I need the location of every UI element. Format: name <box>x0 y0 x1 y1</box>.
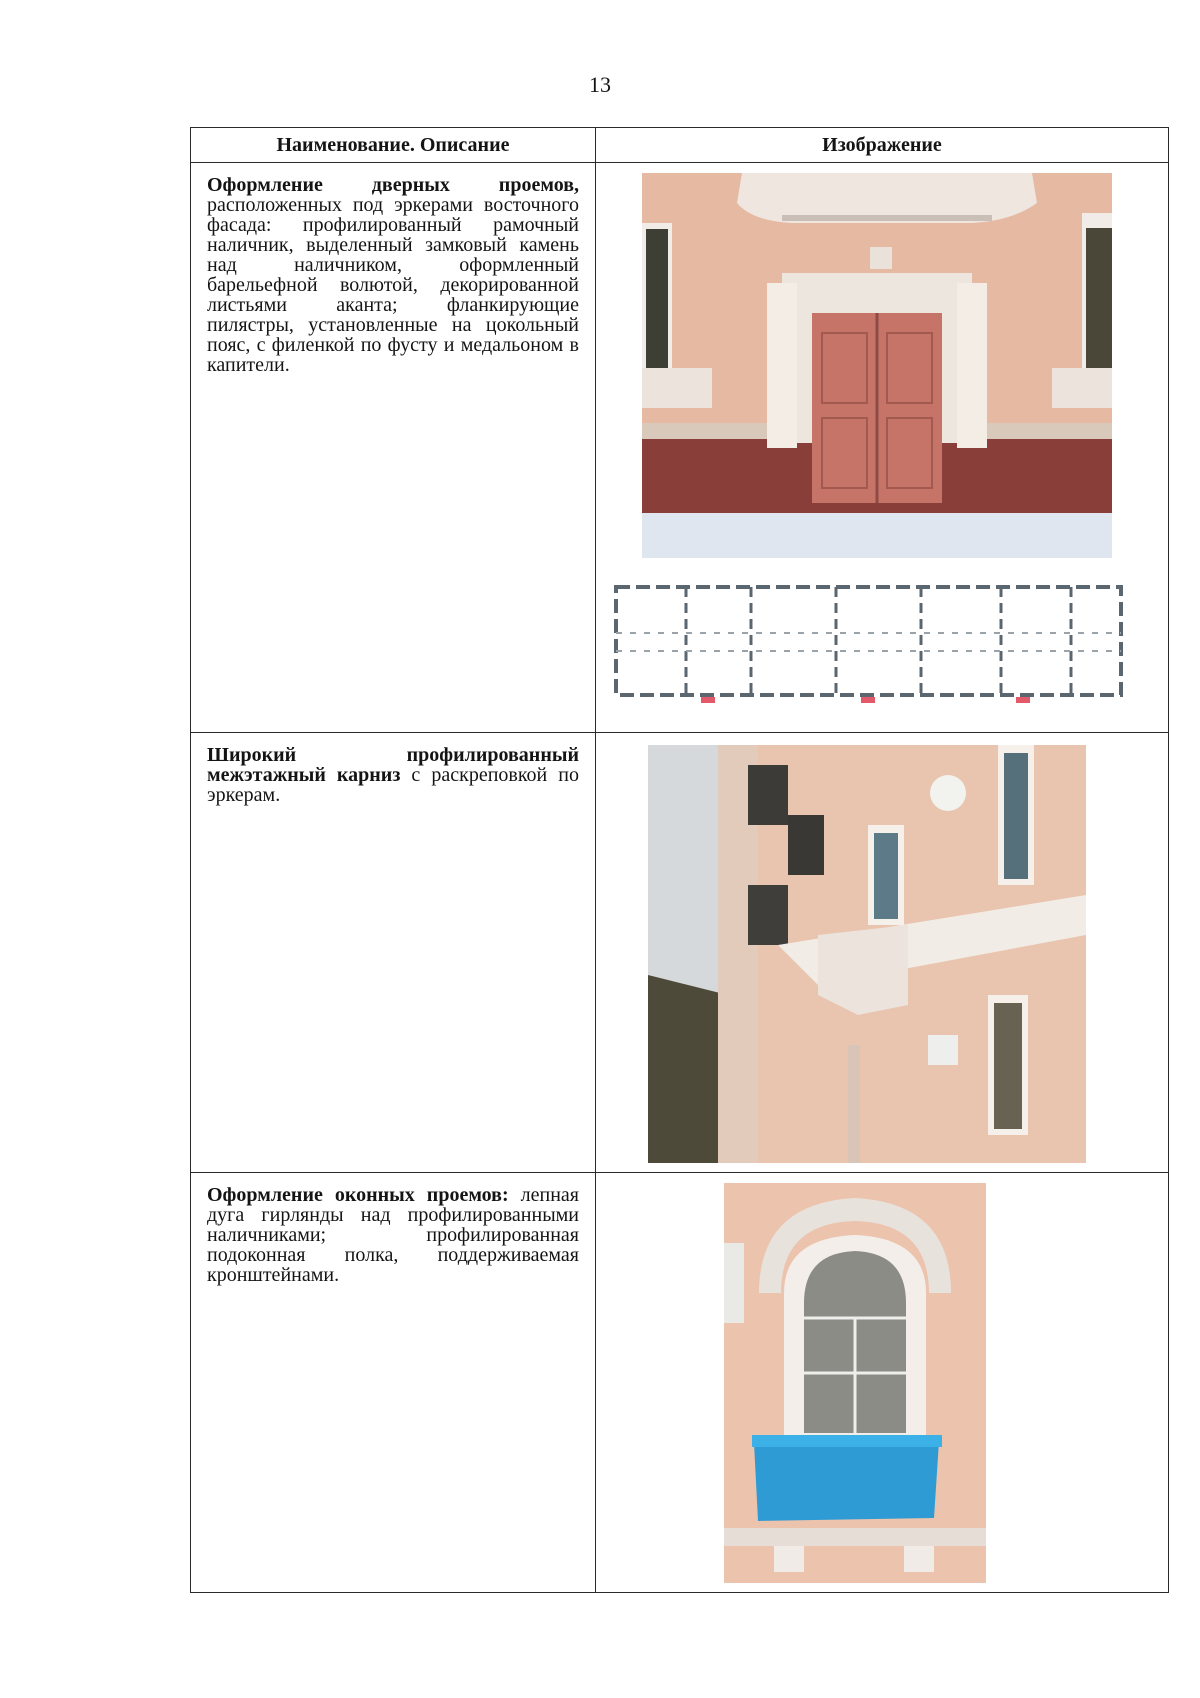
description-cell <box>191 1173 596 1593</box>
header-name: Наименование. Описание <box>191 128 596 163</box>
image-cell <box>596 733 1169 1173</box>
row-title: Оформление оконных проемов: <box>207 1184 509 1206</box>
description-cell <box>191 163 596 733</box>
window-photo <box>724 1183 986 1583</box>
row-title: Широкий профилированный межэтажный карниз <box>207 744 579 786</box>
table-row <box>191 1173 1169 1593</box>
doorway-photo <box>642 173 1112 558</box>
row-text: с раскреповкой по эркерам. <box>207 764 580 806</box>
table-row <box>191 163 1169 733</box>
table-row <box>191 733 1169 1173</box>
row-text: расположенных под эркерами восточного фасада: профилированный рамочный наличник, выделенный замковый камень над наличником, оформленный барельефной волютой, декорированной листьями аканта; фланкирующие пилястры, установленные на цокольный пояс, с филенкой по фусту и медальоном в капители. <box>207 194 579 376</box>
page-number: 13 <box>589 72 611 97</box>
image-cell <box>596 1173 1169 1593</box>
description-cell <box>191 733 596 1173</box>
row-title: Оформление дверных проемов, <box>207 174 579 196</box>
row-text: лепная дуга гирлянды над профилированными наличниками; профилированная подоконная полка, поддерживаемая кронштейнами. <box>207 1184 579 1286</box>
description-table <box>190 127 1169 1593</box>
cornice-photo <box>648 745 1086 1163</box>
image-cell <box>596 163 1169 733</box>
floor-plan-image <box>606 573 1146 713</box>
table-header-row <box>191 128 1169 163</box>
header-image: Изображение <box>596 128 1169 163</box>
